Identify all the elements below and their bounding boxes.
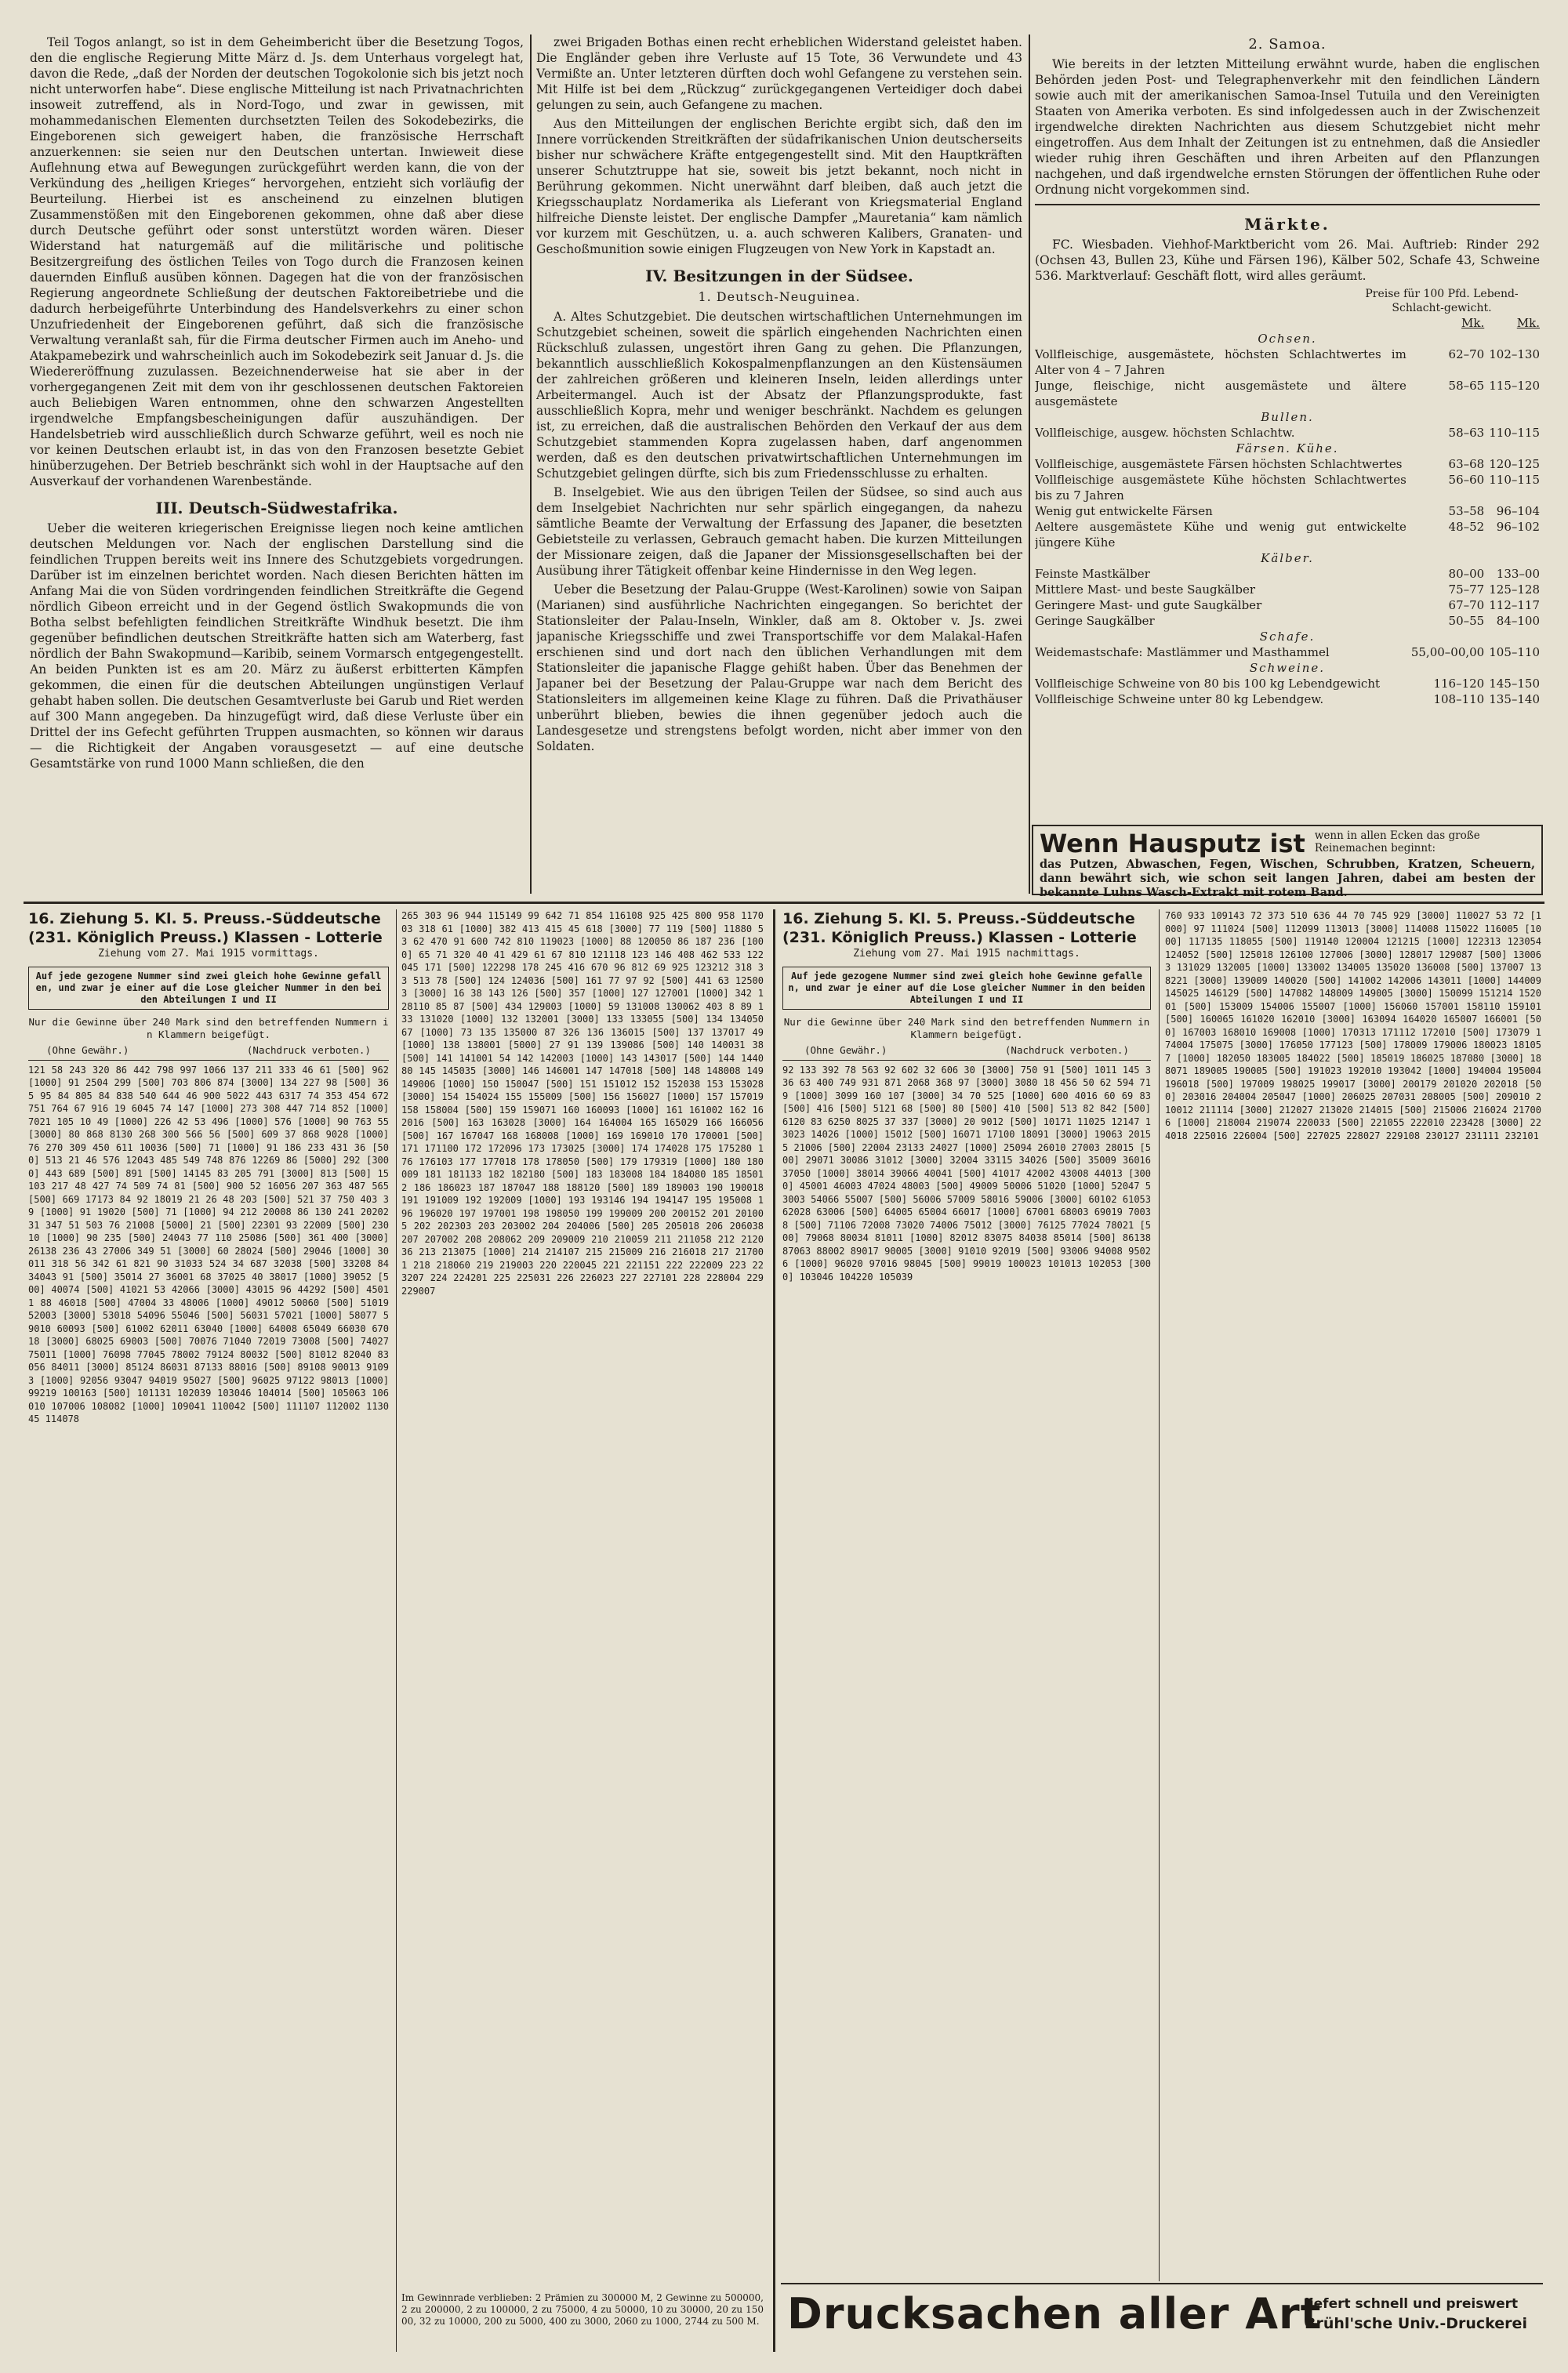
- section-divider: [1035, 204, 1540, 205]
- market-category-row: [1035, 441, 1540, 456]
- lottery-right-numbers-a: 92 133 392 78 563 92 602 32 606 30 [3000] 750 91 [500] 1011 145 336 63 400 749 931 871 2068 368 97 [3000] 3080 18 456 50 62 594 719 [1000] 3099 160 107 [3000] 34 70 525 [1000] 600 4016 60 69 83 [500] 416 [500] 5121 68 [500] 80 [500] 410 [500] 513 82 842 [500] 6120 83 6250 8025 37 337 [3000] 20 9012 [500] 10171 11025 12147 13023 14026 [1000] 15012 [500] 16071 17100 18091 [3000] 19063 20155 21006 [500] 22004 23133 24027 [1000] 25094 26010 27003 28015 [500] 29071 30086 31012 [3000] 32004 33115 34026 [500] 35009 36016 37050 [1000] 38014 39066 40041 [500] 41017 42002 43008 44013 [3000] 45001 46003 47024 48003 [500] 49009 50006 51020 [1000] 52047 53003 54066 55007 [500] 56006 57009 58016 59006 [3000] 60102 61053 62028 63006 [500] 64005 65004 66017 [1000] 67001 68003 69019 70038 [500] 71106 72008 73020 74006 75012 [3000] 76125 77024 78021 [500] 79068 80034 81011 [1000] 82012 83075 84038 85014 [500] 86138 87063 88002 89017 90005 [3000] 91010 92019 [500] 93006 94008 95026 [1000] 96020 97016 98045 [500] 99019 100023 101013 102053 [3000] 103046 104220 105039: [782, 1064, 1151, 1283]
- unit-header: Mk.: [1461, 316, 1485, 330]
- column-samoa-maerkte: [1035, 34, 1540, 818]
- lottery-left-legend: (Ohne Gewähr.) (Nachdruck verboten.): [46, 1043, 371, 1056]
- lottery-right-col1: [782, 909, 1151, 2281]
- market-price: 110–115: [1489, 473, 1540, 487]
- market-label: Geringere Mast- und gute Saugkälber: [1035, 598, 1262, 612]
- lottery-right-legend: (Ohne Gewähr.) (Nachdruck verboten.): [804, 1043, 1129, 1056]
- market-label: Vollfleischige, ausgemästete, höchsten Schlachtwertes im Alter von 4 – 7 Jahren: [1035, 347, 1406, 377]
- lottery-left-numbers-a: 121 58 243 320 86 442 798 997 1066 137 211 333 46 61 [500] 962 [1000] 91 2504 299 [500] 703 806 874 [3000] 134 227 98 [500] 365 95 84 805 84 838 540 644 46 900 5022 443 6317 74 353 454 672 751 764 67 916 19 6045 74 147 [1000] 273 308 447 714 852 [1000] 7021 105 10 49 [1000] 226 42 53 496 [1000] 576 [1000] 90 763 55 [3000] 80 868 8130 268 300 566 56 [500] 609 37 868 9028 [1000] 76 270 309 450 611 10036 [500] 71 [1000] 91 186 233 431 36 [500] 513 21 46 576 12043 485 549 748 876 12269 86 [5000] 292 [3000] 443 689 [500] 891 [500] 14145 83 205 791 [3000] 813 [500] 15103 217 48 427 74 509 74 81 [500] 900 52 16056 207 363 487 565 [500] 669 17173 84 92 18019 21 26 48 203 [500] 521 37 750 403 39 [1000] 91 19020 [500] 71 [1000] 94 212 20008 86 130 241 20202 31 347 51 503 76 21008 [5000] 21 [500] 22301 93 22009 [500] 23010 [1000] 90 235 [500] 24043 77 110 25086 [500] 361 400 [3000] 26138 236 43 27006 349 51 [3000] 60 28024 [500] 29046 [1000] 30011 318 56 342 61 821 90 31033 524 34 687 32038 [500] 33208 84 34043 91 [500] 35014 27 36001 68 37025 40 38017 [1000] 39052 [500] 40074 [500] 41021 53 42066 [3000] 43015 96 44292 [500] 45011 88 46018 [500] 47004 33 48006 [1000] 49012 50060 [500] 51019 52003 [3000] 53018 54096 55046 [500] 56031 57021 [1000] 58077 59010 60093 [500] 61002 62011 63040 [1000] 64008 65049 66030 67018 [3000] 68025 69003 [500] 70076 71040 72019 73008 [500] 74027 75011 [1000] 76098 77045 78002 79124 80032 [500] 81012 82040 83056 84011 [3000] 85124 86031 87133 88016 [500] 89108 90013 91093 [1000] 92056 93047 94019 95027 [500] 96025 97122 98013 [1000] 99219 100163 [500] 101131 102039 103046 104014 [500] 105063 106010 107006 108082 [1000] 109041 110042 [500] 111107 112002 113045 114078: [28, 1064, 389, 1424]
- article-paragraph: Teil Togos anlangt, so ist in dem Geheimbericht über die Besetzung Togos, den die englische Regierung Mitte März d. Js. dem Unterhaus vorgelegt hat, davon die Rede, „daß der Norden der deutschen Togokolonie sich bis jetzt noch nicht unterworfen habe“. Diese englische Mitteilung ist nach Privatnachrichten insoweit zutreffend, als in Nord-Togo, und zwar in gewissen, mit mohammedanischen Elementen durchsetzten Teilen des Sokodebezirks, die Eingeborenen sich geweigert haben, die französische Herrschaft anzuerkennen: sie seien nur den Deutschen untertan. Inwieweit diese Auflehnung etwa auf Bewegungen zurückgeführt werden kann, die von der Verkündung des „heiligen Krieges“ hervorgehen, entzieht sich vorläufig der Beurteilung. Hierbei ist es anscheinend zu einzelnen blutigen Zusammenstößen mit den Eingeborenen gekommen, ohne daß aber diese durch Deutsche geführt oder sonst unterstützt worden wären. Dieser Widerstand hat naturgemäß auf die militärische und politische Besitzergreifung des östlichen Teiles von Togo durch die Franzosen keinen dauernden Einfluß ausüben können. Dagegen hat die von der französischen Regierung angeordnete Schließung der deutschen Faktoreibetriebe und die dadurch herbeigeführte Unterbindung des Handelsverkehrs zu einer schon Unzufriedenheit der Eingeborenen geführt, daß sich die französische Verwaltung veranlaßt sah, für die Firma deutscher Firmen auch im Aneho- und Atakpamebezirk und wahrscheinlich auch im Sokodebezirk seit Januar d. Js. die Wiedereröffnung zuzulassen. Bezeichnenderweise hat sie aber in der vorhergegangenen Zeit mit dem von ihr geschlossenen deutschen Faktoreien auch Beliebigen Waren entnommen, ohne den schwarzen Angestellten irgendwelche Empfangsbescheinigungen dafür auszuhändigen. Der Handelsbetrieb wird ausschließlich durch Schwarze geführt, weil es noch nie vor keinen Deutschen erlaubt ist, in das von den Franzosen besetzte Gebiet hinüberzugehen. Der Betrieb beschränkt sich wohl in der Hauptsache auf den Ausverkauf der vorhandenen Warenbestände.: [30, 35, 524, 488]
- section-rule: [24, 902, 1544, 904]
- ad-hausputz-side: wenn in allen Ecken das große Reinemachen beginnt:: [1314, 829, 1480, 854]
- market-category: Schafe.: [1259, 630, 1316, 644]
- column-rule: [396, 909, 397, 2352]
- market-label: Vollfleischige, ausgemästete Färsen höchsten Schlachtwertes: [1035, 457, 1403, 471]
- market-price: 135–140: [1489, 692, 1540, 706]
- market-price: 62–70: [1448, 347, 1485, 361]
- market-price: 133–00: [1496, 567, 1540, 581]
- market-label: Mittlere Mast- und beste Saugkälber: [1035, 582, 1256, 597]
- column-togo-swa: [30, 34, 524, 897]
- market-price: 96–102: [1496, 520, 1540, 534]
- market-price-row: [1035, 644, 1540, 660]
- market-price-row: [1035, 503, 1540, 519]
- column-rule: [773, 909, 775, 2352]
- ad-hausputz-headline: Wenn Hausputz ist: [1040, 829, 1305, 858]
- market-price-row: [1035, 472, 1540, 503]
- market-label: Aeltere ausgemästete Kühe und wenig gut entwickelte jüngere Kühe: [1035, 520, 1406, 550]
- lottery-divider: [782, 1060, 1151, 1061]
- market-label: Vollfleischige Schweine von 80 bis 100 kg Lebendgewicht: [1035, 677, 1381, 691]
- market-price: 50–55: [1448, 614, 1485, 628]
- market-label: Geringe Saugkälber: [1035, 614, 1155, 628]
- article-paragraph: zwei Brigaden Bothas einen recht erheblichen Widerstand geleistet haben. Die Engländer geben ihre Verluste auf 15 Tote, 36 Verwundete und 43 Vermißte an. Unter letzteren dürften doch wohl Gefangene zu verstehen sein. Mit Hilfe ist bei dem „Rückzug“ zurückgegangenen Verteidiger doch dabei gelungen zu sein, auch Gefangene zu machen.: [536, 35, 1022, 112]
- lottery-right-col2: [1165, 909, 1541, 2281]
- ad-drucksachen-sub2: Brühl'sche Univ.-Druckerei: [1305, 2315, 1527, 2332]
- heading-maerkte: Märkte.: [1244, 215, 1330, 234]
- market-label: Feinste Mastkälber: [1035, 567, 1150, 581]
- article-paragraph: Wie bereits in der letzten Mitteilung erwähnt wurde, haben die englischen Behörden jeden Post- und Telegraphenverkehr mit den feindlichen Ländern sowie auch mit der amerikanischen Samoa-Insel Tutuila und den Vereinigten Staaten von Amerika verboten. Es sind infolgedessen auch in der Zwischenzeit irgendwelche direkten Nachrichten aus diesem Schutzgebiet nicht mehr eingetroffen. Aus dem Inhalt der Zeitungen ist zu entnehmen, daß die Ansiedler wieder ruhig ihren Geschäften und ihren Arbeiten auf den Pflanzungen nachgehen, und daß irgendwelche ernsten Störungen der öffentlichen Ruhe oder Ordnung nicht vorgekommen sind.: [1035, 57, 1540, 197]
- article-paragraph: Ueber die Besetzung der Palau-Gruppe (West-Karolinen) sowie von Saipan (Marianen) sind ausführliche Nachrichten eingegangen. So berichtet der Stationsleiter der Palau-Inseln, Winkler, daß am 8. Oktober v. Js. zwei japanische Kriegsschiffe und zwei Transportschiffe vor dem Malakal-Hafen erschienen sind und dort nach den üblichen Verhandlungen mit dem Stationsleiter die japanische Flagge gehißt haben. Über das Benehmen der Japaner bei der Besetzung der Palau-Gruppe war nach dem Bericht des Stationsleiters im allgemeinen keine Klage zu führen. Daß die Privathäuser unberührt blieben, bewies die ihnen gegenüber jedoch auch die Landesgesetze und strengstens befolgt worden, nicht aber immer von den Soldaten.: [536, 582, 1022, 753]
- market-category-row: [1035, 409, 1540, 425]
- lottery-right-title2: (231. Königlich Preuss.) Klassen - Lotterie: [782, 929, 1137, 946]
- market-category-row: [1035, 629, 1540, 644]
- market-label: Junge, fleischige, nicht ausgemästete und ältere ausgemästete: [1035, 379, 1406, 408]
- market-price-row: [1035, 676, 1540, 691]
- ad-hausputz: [1032, 825, 1543, 899]
- market-price: 112–117: [1489, 598, 1540, 612]
- market-category-row: [1035, 331, 1540, 347]
- market-price-row: [1035, 566, 1540, 582]
- market-price-row: [1035, 691, 1540, 707]
- market-price: 102–130: [1489, 347, 1540, 361]
- market-category: Kälber.: [1261, 551, 1314, 565]
- market-price: 55,00–00,00: [1410, 645, 1485, 659]
- heading-samoa: 2. Samoa.: [1248, 36, 1327, 53]
- market-price: 75–77: [1448, 582, 1485, 597]
- lottery-right-title1: 16. Ziehung 5. Kl. 5. Preuss.-Süddeutsche: [782, 910, 1135, 927]
- market-price-row: [1035, 519, 1540, 550]
- market-price-row: [1035, 425, 1540, 441]
- market-label: Vollfleischige ausgemästete Kühe höchsten Schlachtwertes bis zu 7 Jahren: [1035, 473, 1406, 503]
- market-price: 105–110: [1489, 645, 1540, 659]
- market-intro: FC. Wiesbaden. Viehhof-Marktbericht vom 26. Mai. Auftrieb: Rinder 292 (Ochsen 43, Bullen 23, Kühe und Färsen 196), Kälber 502, Schafe 43, Schweine 536. Marktverlauf: Geschäft flott, wird alles geräumt.: [1035, 238, 1540, 283]
- lottery-right-notice: Auf jede gezogene Nummer sind zwei gleich hohe Gewinne gefallen, und zwar je einer auf die Lose gleicher Nummer in den beiden Abteilungen I und II: [782, 967, 1151, 1010]
- market-price: 125–128: [1489, 582, 1540, 597]
- market-price-row: [1035, 456, 1540, 472]
- market-category-row: [1035, 550, 1540, 566]
- market-label: Vollfleischige Schweine unter 80 kg Lebendgew.: [1035, 692, 1324, 706]
- ad-drucksachen-headline: Drucksachen aller Art: [787, 2289, 1322, 2339]
- article-paragraph: B. Inselgebiet. Wie aus den übrigen Teilen der Südsee, so sind auch aus dem Inselgebiet Nachrichten nur sehr spärlich eingegangen, da nahezu sämtliche Beamte der Verwaltung der Erfassung des Japaner, die besetzten Gebietsteile zu verlassen, Gebrauch gemacht haben. Die kurzen Mitteilungen der Missionare zeigen, daß die Japaner der Missionsgesellschaften bei der Ausübung ihrer Tätigkeit offenbar keine Hindernisse in den Weg legen.: [536, 485, 1022, 578]
- market-category: Schweine.: [1249, 661, 1326, 675]
- market-category: Färsen. Kühe.: [1236, 441, 1339, 455]
- market-price: 120–125: [1489, 457, 1540, 471]
- heading-deutsch-suedwestafrika: III. Deutsch-Südwestafrika.: [155, 499, 398, 517]
- lottery-left-title1: 16. Ziehung 5. Kl. 5. Preuss.-Süddeutsche: [28, 910, 381, 927]
- lottery-left-col1: [28, 909, 389, 2352]
- market-price: 96–104: [1496, 504, 1540, 518]
- market-category-row: [1035, 660, 1540, 676]
- market-price: 56–60: [1448, 473, 1485, 487]
- ad-hausputz-text: das Putzen, Abwaschen, Fegen, Wischen, Schrubben, Kratzen, Scheuern, dann bewährt sich, wie schon seit langen Jahren, dabei am besten der bekannte Luhns Wasch-Extrakt mit rotem Band.: [1040, 858, 1535, 899]
- section-rule: [781, 2283, 1543, 2284]
- market-category: Ochsen.: [1258, 332, 1317, 346]
- market-price: 63–68: [1448, 457, 1485, 471]
- market-price-row: [1035, 582, 1540, 597]
- column-rule: [530, 34, 532, 894]
- lottery-left-note: Nur die Gewinne über 240 Mark sind den betreffenden Nummern in Klammern beigefügt.: [28, 1015, 389, 1040]
- market-label: Wenig gut entwickelte Färsen: [1035, 504, 1213, 518]
- lottery-left-notice: Auf jede gezogene Nummer sind zwei gleich hohe Gewinne gefallen, und zwar je einer auf die Lose gleicher Nummer in den beiden Abteilungen I und II: [28, 967, 389, 1010]
- market-label: Vollfleischige, ausgew. höchsten Schlachtw.: [1035, 426, 1295, 440]
- ad-drucksachen-sub1: liefert schnell und preiswert: [1305, 2296, 1519, 2312]
- column-suedsee: [536, 34, 1022, 897]
- market-label: Weidemastschafe: Mastlämmer und Masthammel: [1035, 645, 1330, 659]
- market-price: 58–65: [1448, 379, 1485, 393]
- ad-hausputz-top: [1040, 829, 1535, 858]
- market-price: 145–150: [1489, 677, 1540, 691]
- market-price: 80–00: [1448, 567, 1485, 581]
- lottery-left-numbers-b: 265 303 96 944 115149 99 642 71 854 116108 925 425 800 958 117003 318 61 [1000] 382 413 415 45 618 [3000] 77 119 [500] 11880 53 62 470 91 600 742 810 119023 [1000] 88 120050 86 187 236 [1000] 65 71 320 40 41 429 61 67 810 121118 123 146 408 462 533 122045 171 [500] 122298 178 245 416 670 96 812 69 925 123212 318 33 513 78 [500] 124 124036 [500] 161 77 97 92 [500] 441 63 125003 [3000] 16 38 143 126 [500] 357 [1000] 127 127001 [1000] 342 128110 85 87 [500] 434 129003 [1000] 59 131008 130062 403 8 89 133 131020 [1000] 132 132001 [3000] 133 133055 [500] 134 134050 67 [1000] 73 135 135000 87 326 136 136015 [500] 137 137017 49 [1000] 138 138001 [5000] 27 91 139 139086 [500] 140 140031 38 [500] 141 141001 54 142 142003 [1000] 143 143017 [500] 144 144080 145 145035 [3000] 146 146001 147 147018 [500] 148 148008 149 149006 [1000] 150 150047 [500] 151 151012 152 152038 153 153028 [3000] 154 154024 155 155009 [500] 156 156027 [1000] 157 157019 158 158004 [500] 159 159071 160 160093 [1000] 161 161002 162 162016 [500] 163 163028 [3000] 164 164004 165 165029 166 166056 [500] 167 167047 168 168008 [1000] 169 169010 170 170001 [500] 171 171100 172 172096 173 173025 [3000] 174 174028 175 175280 176 176103 177 177018 178 178050 [500] 179 179319 [1000] 180 180009 181 181133 182 182180 [500] 183 183008 184 184080 185 185012 186 186023 187 187047 188 188120 [500] 189 189003 190 190018 191 191009 192 192009 [1000] 193 193146 194 194147 195 195008 196 196020 197 197001 198 198050 199 199009 200 200152 201 201005 202 202303 203 203002 204 204006 [500] 205 205018 206 206038 207 207002 208 208062 209 209009 210 210059 211 211058 212 212036 213 213075 [1000] 214 214107 215 215009 216 216018 217 217001 218 218060 219 219003 220 220045 221 221151 222 222009 223 223207 224 224201 225 225031 226 226023 227 227101 228 228004 229 229007: [401, 910, 764, 1297]
- lottery-left-footer: Im Gewinnrade verblieben: 2 Prämien zu 300000 M, 2 Gewinne zu 500000, 2 zu 200000, 2 zu 100000, 2 zu 75000, 4 zu 50000, 10 zu 30000, 20 zu 15000, 32 zu 10000, 200 zu 5000, 400 zu 3000, 2060 zu 1000, 2744 zu 500 M.: [401, 2292, 764, 2327]
- market-price-table: [1035, 315, 1540, 707]
- lottery-left-date: Ziehung vom 27. Mai 1915 vormittags.: [98, 948, 319, 960]
- subheading-neuguinea: 1. Deutsch-Neuguinea.: [698, 289, 861, 304]
- market-category: Bullen.: [1261, 410, 1314, 424]
- market-price: 115–120: [1489, 379, 1540, 393]
- market-price: 84–100: [1496, 614, 1540, 628]
- lottery-left-col2: [401, 909, 764, 2352]
- article-paragraph: Ueber die weiteren kriegerischen Ereignisse liegen noch keine amtlichen deutschen Meldungen vor. Nach der englischen Darstellung sind die feindlichen Truppen bereits weit ins Innere des Schutzgebiets vorgedrungen. Darüber ist im einzelnen berichtet worden. Nach diesen Berichten hätten im Anfang Mai die von Süden vordringenden feindlichen Streitkräfte die Gegend nördlich Gibeon erreicht und in der Gegend östlich Swakopmunds die von Botha selbst befehligten feindlichen Streitkräfte Windhuk besetzt. Die ihm gegenüber befindlichen deutschen Streitkräfte hatten sich am Waterberg, fast nördlich der Bahn Swakopmund—Karibib, seinem Vormarsch entgegengestellt. An beiden Punkten ist es am 20. März zu äußerst erbitterten Kämpfen gekommen, die einen für die deutschen Abteilungen ungünstigen Verlauf gehabt haben sollen. Die deutschen Gesamtverluste bei Garub und Riet werden auf 300 Mann angegeben. Da hinzugefügt wird, daß diese Verluste über ein Drittel der ins Gefecht geführten Truppen ausmachten, so können wir daraus — die Richtigkeit der Angaben vorausgesetzt — auf eine deutsche Gesamtstärke von rund 1000 Mann schließen, die den: [30, 521, 524, 771]
- market-price: 108–110: [1433, 692, 1485, 706]
- lottery-divider: [28, 1060, 389, 1061]
- heading-besitzungen-suedsee: IV. Besitzungen in der Südsee.: [645, 267, 913, 285]
- market-price-row: [1035, 347, 1540, 378]
- article-paragraph: A. Altes Schutzgebiet. Die deutschen wirtschaftlichen Unternehmungen im Schutzgebiet scheinen, soweit die spärlich eingehenden Nachrichten einen Rückschluß zulassen, ungestört ihren Gang zu gehen. Die Pflanzungen, bekanntlich ausschließlich Kokospalmenpflanzungen an den Küstensäumen der zahlreichen größeren und kleineren Inseln, leiden allerdings unter Arbeitermangel. Auch ist der Absatz der Pflanzungsprodukte, fast ausschließlich Kopra, mehr und weniger beschränkt. Nachdem es gelungen ist, zu erreichen, daß die australischen Behörden den Verkauf der aus dem Schutzgebiet stammenden Kopra zugelassen haben, darf angenommen werden, daß es den deutschen privatwirtschaftlichen Unternehmungen im Schutzgebiet gelingen dürfte, sich bis zum Friedensschlusse zu erhalten.: [536, 310, 1022, 481]
- market-price: 58–63: [1448, 426, 1485, 440]
- unit-header: Mk.: [1516, 316, 1540, 330]
- market-price: 110–115: [1489, 426, 1540, 440]
- column-rule: [1029, 34, 1030, 894]
- market-price: 48–52: [1448, 520, 1485, 534]
- market-price: 53–58: [1448, 504, 1485, 518]
- lottery-left-title2: (231. Königlich Preuss.) Klassen - Lotterie: [28, 929, 383, 946]
- column-rule: [1159, 909, 1160, 2281]
- market-price: 67–70: [1448, 598, 1485, 612]
- market-price-row: [1035, 378, 1540, 409]
- lottery-right-numbers-b: 760 933 109143 72 373 510 636 44 70 745 929 [3000] 110027 53 72 [1000] 97 111024 [500] 112099 113013 [3000] 114008 115022 116005 [1000] 117135 118055 [500] 119140 120004 121215 [1000] 122313 123054 124052 [500] 125018 126100 127006 [3000] 128017 129087 [500] 130063 131029 132005 [1000] 133002 134005 135020 136008 [500] 137007 138221 [3000] 139009 140020 [500] 141002 142006 143011 [1000] 144009 145025 146129 [500] 147082 148009 149005 [3000] 150099 151214 152001 [500] 153009 154006 155007 [1000] 156060 157001 158110 159101 [500] 160065 161020 162010 [3000] 163094 164020 165007 166001 [500] 167003 168010 169008 [1000] 170313 171112 172010 [500] 173079 174004 175075 [3000] 176050 177123 [500] 178009 179006 180023 181057 [1000] 182050 183005 184022 [500] 185019 186025 187080 [3000] 188071 189005 190005 [500] 191023 192010 193042 [1000] 194004 195004 196018 [500] 197009 198025 199017 [3000] 200179 201020 202018 [500] 203016 204004 205047 [1000] 206025 207031 208005 [500] 209010 210012 211114 [3000] 212027 213020 214015 [500] 215006 216024 217006 [1000] 218004 219074 220033 [500] 221055 222010 223428 [3000] 224018 225016 226004 [500] 227025 228027 229108 230127 231111 232101: [1165, 910, 1541, 1141]
- lottery-right-date: Ziehung vom 27. Mai 1915 nachmittags.: [853, 948, 1080, 960]
- market-price-row: [1035, 613, 1540, 629]
- article-paragraph: Aus den Mitteilungen der englischen Berichte ergibt sich, daß den im Innere vorrückenden Streitkräften der südafrikanischen Union deutscherseits bisher nur schwächere Kräfte entgegengestellt sind. Mit den Hauptkräften unserer Schutztruppe hat sie, soweit bis jetzt bekannt, noch nicht in Berührung gekommen. Nicht unerwähnt darf bleiben, daß auch jetzt die Kriegsschauplatz Nordamerika als Lieferant von Kriegsmaterial England hilfreiche Dienste leistet. Der englische Dampfer „Mauretania“ kam nämlich vor kurzem mit Geschützen, u. a. auch schweren Kalibers, Granaten- und Geschoßmunition sowie einigen Flugzeugen von New York in Kapstadt an.: [536, 117, 1022, 256]
- lottery-right-note: Nur die Gewinne über 240 Mark sind den betreffenden Nummern in Klammern beigefügt.: [783, 1015, 1150, 1040]
- market-price: 116–120: [1433, 677, 1485, 691]
- market-price-row: [1035, 597, 1540, 613]
- price-header-row: [1035, 287, 1540, 315]
- price-header: Preise für 100 Pfd. Lebend- Schlacht-gewicht.: [1365, 288, 1519, 314]
